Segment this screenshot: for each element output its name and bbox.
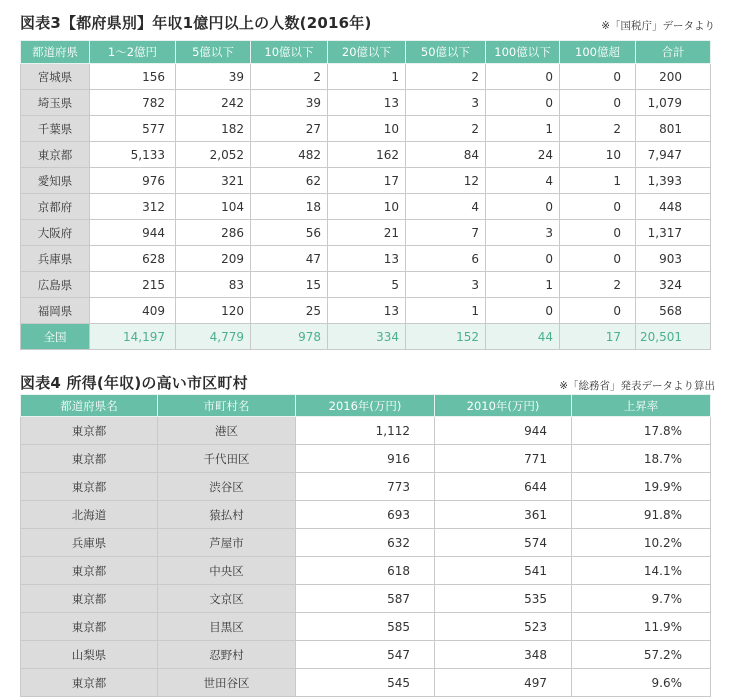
table-row	[21, 246, 711, 272]
count-cell: 200	[636, 64, 711, 90]
prefecture-name-cell: 東京都	[21, 445, 158, 473]
count-cell: 1,317	[636, 220, 711, 246]
prefecture-name-cell: 愛知県	[21, 168, 90, 194]
total-count-cell: 17	[560, 324, 636, 350]
increase-rate-cell: 57.2%	[572, 641, 711, 669]
increase-rate-cell: 9.7%	[572, 585, 711, 613]
income-2010-cell: 944	[435, 417, 572, 445]
count-cell: 3	[486, 220, 560, 246]
prefecture-name-cell: 北海道	[21, 501, 158, 529]
total-count-cell: 152	[406, 324, 486, 350]
income-2010-cell: 535	[435, 585, 572, 613]
municipality-name-cell: 忍野村	[158, 641, 296, 669]
count-cell: 409	[90, 298, 176, 324]
table-row	[21, 529, 711, 557]
count-cell: 0	[560, 90, 636, 116]
count-cell: 4	[406, 194, 486, 220]
total-count-cell: 978	[251, 324, 328, 350]
income-2016-cell: 632	[296, 529, 435, 557]
table4-column-header: 都道府県名	[21, 395, 158, 417]
prefecture-name-cell: 山梨県	[21, 641, 158, 669]
table4-column-header: 上昇率	[572, 395, 711, 417]
count-cell: 6	[406, 246, 486, 272]
municipality-name-cell: 千代田区	[158, 445, 296, 473]
count-cell: 5,133	[90, 142, 176, 168]
table-row	[21, 116, 711, 142]
income-2016-cell: 773	[296, 473, 435, 501]
count-cell: 1,079	[636, 90, 711, 116]
increase-rate-cell: 91.8%	[572, 501, 711, 529]
table-row	[21, 641, 711, 669]
count-cell: 2	[251, 64, 328, 90]
count-cell: 13	[328, 246, 406, 272]
table-row	[21, 417, 711, 445]
count-cell: 1	[560, 168, 636, 194]
municipality-name-cell: 芦屋市	[158, 529, 296, 557]
count-cell: 1	[328, 64, 406, 90]
count-cell: 0	[560, 246, 636, 272]
table4-column-header: 市町村名	[158, 395, 296, 417]
count-cell: 1	[486, 272, 560, 298]
count-cell: 2	[560, 272, 636, 298]
count-cell: 4	[486, 168, 560, 194]
table3-column-header: 5億以下	[176, 41, 251, 64]
count-cell: 209	[176, 246, 251, 272]
table3-column-header: 100億以下	[486, 41, 560, 64]
count-cell: 2	[406, 64, 486, 90]
count-cell: 83	[176, 272, 251, 298]
prefecture-name-cell: 福岡県	[21, 298, 90, 324]
table-row	[21, 194, 711, 220]
table4-header-row	[21, 395, 711, 417]
income-2010-cell: 644	[435, 473, 572, 501]
count-cell: 2	[406, 116, 486, 142]
count-cell: 27	[251, 116, 328, 142]
income-2010-cell: 523	[435, 613, 572, 641]
count-cell: 17	[328, 168, 406, 194]
total-count-cell: 4,779	[176, 324, 251, 350]
table3-total-row	[21, 324, 711, 350]
count-cell: 13	[328, 298, 406, 324]
count-cell: 56	[251, 220, 328, 246]
count-cell: 286	[176, 220, 251, 246]
count-cell: 3	[406, 272, 486, 298]
count-cell: 2	[560, 116, 636, 142]
total-count-cell: 44	[486, 324, 560, 350]
prefecture-name-cell: 東京都	[21, 669, 158, 697]
income-2010-cell: 574	[435, 529, 572, 557]
count-cell: 976	[90, 168, 176, 194]
count-cell: 0	[486, 298, 560, 324]
count-cell: 18	[251, 194, 328, 220]
table-row	[21, 613, 711, 641]
table4-source-note: ※「総務省」発表データより算出	[559, 380, 715, 392]
count-cell: 0	[486, 246, 560, 272]
table3-column-header: 10億以下	[251, 41, 328, 64]
table-row	[21, 64, 711, 90]
municipality-name-cell: 渋谷区	[158, 473, 296, 501]
count-cell: 1	[406, 298, 486, 324]
count-cell: 21	[328, 220, 406, 246]
count-cell: 0	[560, 64, 636, 90]
count-cell: 47	[251, 246, 328, 272]
count-cell: 577	[90, 116, 176, 142]
count-cell: 903	[636, 246, 711, 272]
count-cell: 13	[328, 90, 406, 116]
increase-rate-cell: 18.7%	[572, 445, 711, 473]
total-count-cell: 14,197	[90, 324, 176, 350]
income-2010-cell: 361	[435, 501, 572, 529]
count-cell: 782	[90, 90, 176, 116]
increase-rate-cell: 11.9%	[572, 613, 711, 641]
total-count-cell: 20,501	[636, 324, 711, 350]
prefecture-name-cell: 千葉県	[21, 116, 90, 142]
prefecture-name-cell: 広島県	[21, 272, 90, 298]
table-row	[21, 473, 711, 501]
income-2010-cell: 497	[435, 669, 572, 697]
table-row	[21, 585, 711, 613]
table-row	[21, 298, 711, 324]
prefecture-name-cell: 兵庫県	[21, 246, 90, 272]
count-cell: 12	[406, 168, 486, 194]
municipality-name-cell: 猿払村	[158, 501, 296, 529]
count-cell: 24	[486, 142, 560, 168]
income-2016-cell: 693	[296, 501, 435, 529]
prefecture-name-cell: 東京都	[21, 417, 158, 445]
count-cell: 242	[176, 90, 251, 116]
prefecture-name-cell: 東京都	[21, 585, 158, 613]
municipality-name-cell: 港区	[158, 417, 296, 445]
table3-column-header: 1～2億円	[90, 41, 176, 64]
municipality-name-cell: 文京区	[158, 585, 296, 613]
prefecture-name-cell: 東京都	[21, 142, 90, 168]
table-row	[21, 445, 711, 473]
count-cell: 0	[486, 194, 560, 220]
count-cell: 182	[176, 116, 251, 142]
count-cell: 0	[486, 90, 560, 116]
table3-column-header: 合計	[636, 41, 711, 64]
prefecture-name-cell: 大阪府	[21, 220, 90, 246]
count-cell: 39	[251, 90, 328, 116]
table3-header-row	[21, 41, 711, 64]
count-cell: 628	[90, 246, 176, 272]
count-cell: 944	[90, 220, 176, 246]
table-row	[21, 557, 711, 585]
count-cell: 448	[636, 194, 711, 220]
table-row	[21, 220, 711, 246]
income-by-prefecture-table	[20, 40, 711, 350]
increase-rate-cell: 10.2%	[572, 529, 711, 557]
prefecture-name-cell: 埼玉県	[21, 90, 90, 116]
increase-rate-cell: 17.8%	[572, 417, 711, 445]
table-row	[21, 90, 711, 116]
count-cell: 7,947	[636, 142, 711, 168]
count-cell: 0	[560, 194, 636, 220]
count-cell: 1	[486, 116, 560, 142]
count-cell: 801	[636, 116, 711, 142]
table-row	[21, 142, 711, 168]
count-cell: 10	[328, 194, 406, 220]
prefecture-name-cell: 京都府	[21, 194, 90, 220]
table3-title: 図表3【都府県別】年収1億円以上の人数(2016年)	[20, 14, 372, 32]
table-row	[21, 272, 711, 298]
count-cell: 215	[90, 272, 176, 298]
income-2016-cell: 587	[296, 585, 435, 613]
table4-title: 図表4 所得(年収)の高い市区町村	[20, 374, 248, 392]
count-cell: 321	[176, 168, 251, 194]
table3-column-header: 100億超	[560, 41, 636, 64]
high-income-municipalities-table	[20, 394, 711, 697]
income-2010-cell: 348	[435, 641, 572, 669]
table4-column-header: 2016年(万円)	[296, 395, 435, 417]
table-row	[21, 168, 711, 194]
income-2016-cell: 618	[296, 557, 435, 585]
count-cell: 162	[328, 142, 406, 168]
income-2016-cell: 547	[296, 641, 435, 669]
income-2010-cell: 541	[435, 557, 572, 585]
municipality-name-cell: 目黒区	[158, 613, 296, 641]
count-cell: 2,052	[176, 142, 251, 168]
count-cell: 120	[176, 298, 251, 324]
prefecture-name-cell: 東京都	[21, 557, 158, 585]
increase-rate-cell: 14.1%	[572, 557, 711, 585]
table-row	[21, 669, 711, 697]
count-cell: 15	[251, 272, 328, 298]
total-count-cell: 334	[328, 324, 406, 350]
count-cell: 25	[251, 298, 328, 324]
increase-rate-cell: 9.6%	[572, 669, 711, 697]
table-row	[21, 501, 711, 529]
table4-column-header: 2010年(万円)	[435, 395, 572, 417]
count-cell: 482	[251, 142, 328, 168]
table3-column-header: 50億以下	[406, 41, 486, 64]
count-cell: 0	[486, 64, 560, 90]
prefecture-name-cell: 宮城県	[21, 64, 90, 90]
count-cell: 312	[90, 194, 176, 220]
income-2016-cell: 1,112	[296, 417, 435, 445]
table3-column-header: 都道府県	[21, 41, 90, 64]
increase-rate-cell: 19.9%	[572, 473, 711, 501]
count-cell: 156	[90, 64, 176, 90]
count-cell: 7	[406, 220, 486, 246]
income-2010-cell: 771	[435, 445, 572, 473]
income-2016-cell: 585	[296, 613, 435, 641]
municipality-name-cell: 世田谷区	[158, 669, 296, 697]
count-cell: 62	[251, 168, 328, 194]
municipality-name-cell: 中央区	[158, 557, 296, 585]
count-cell: 5	[328, 272, 406, 298]
income-2016-cell: 916	[296, 445, 435, 473]
count-cell: 3	[406, 90, 486, 116]
prefecture-name-cell: 兵庫県	[21, 529, 158, 557]
count-cell: 568	[636, 298, 711, 324]
income-2016-cell: 545	[296, 669, 435, 697]
count-cell: 0	[560, 220, 636, 246]
count-cell: 0	[560, 298, 636, 324]
count-cell: 10	[328, 116, 406, 142]
prefecture-name-cell: 東京都	[21, 473, 158, 501]
table3-column-header: 20億以下	[328, 41, 406, 64]
total-label-cell: 全国	[21, 324, 90, 350]
table3-source-note: ※「国税庁」データより	[601, 20, 715, 32]
count-cell: 10	[560, 142, 636, 168]
count-cell: 39	[176, 64, 251, 90]
count-cell: 1,393	[636, 168, 711, 194]
count-cell: 324	[636, 272, 711, 298]
count-cell: 104	[176, 194, 251, 220]
prefecture-name-cell: 東京都	[21, 613, 158, 641]
count-cell: 84	[406, 142, 486, 168]
